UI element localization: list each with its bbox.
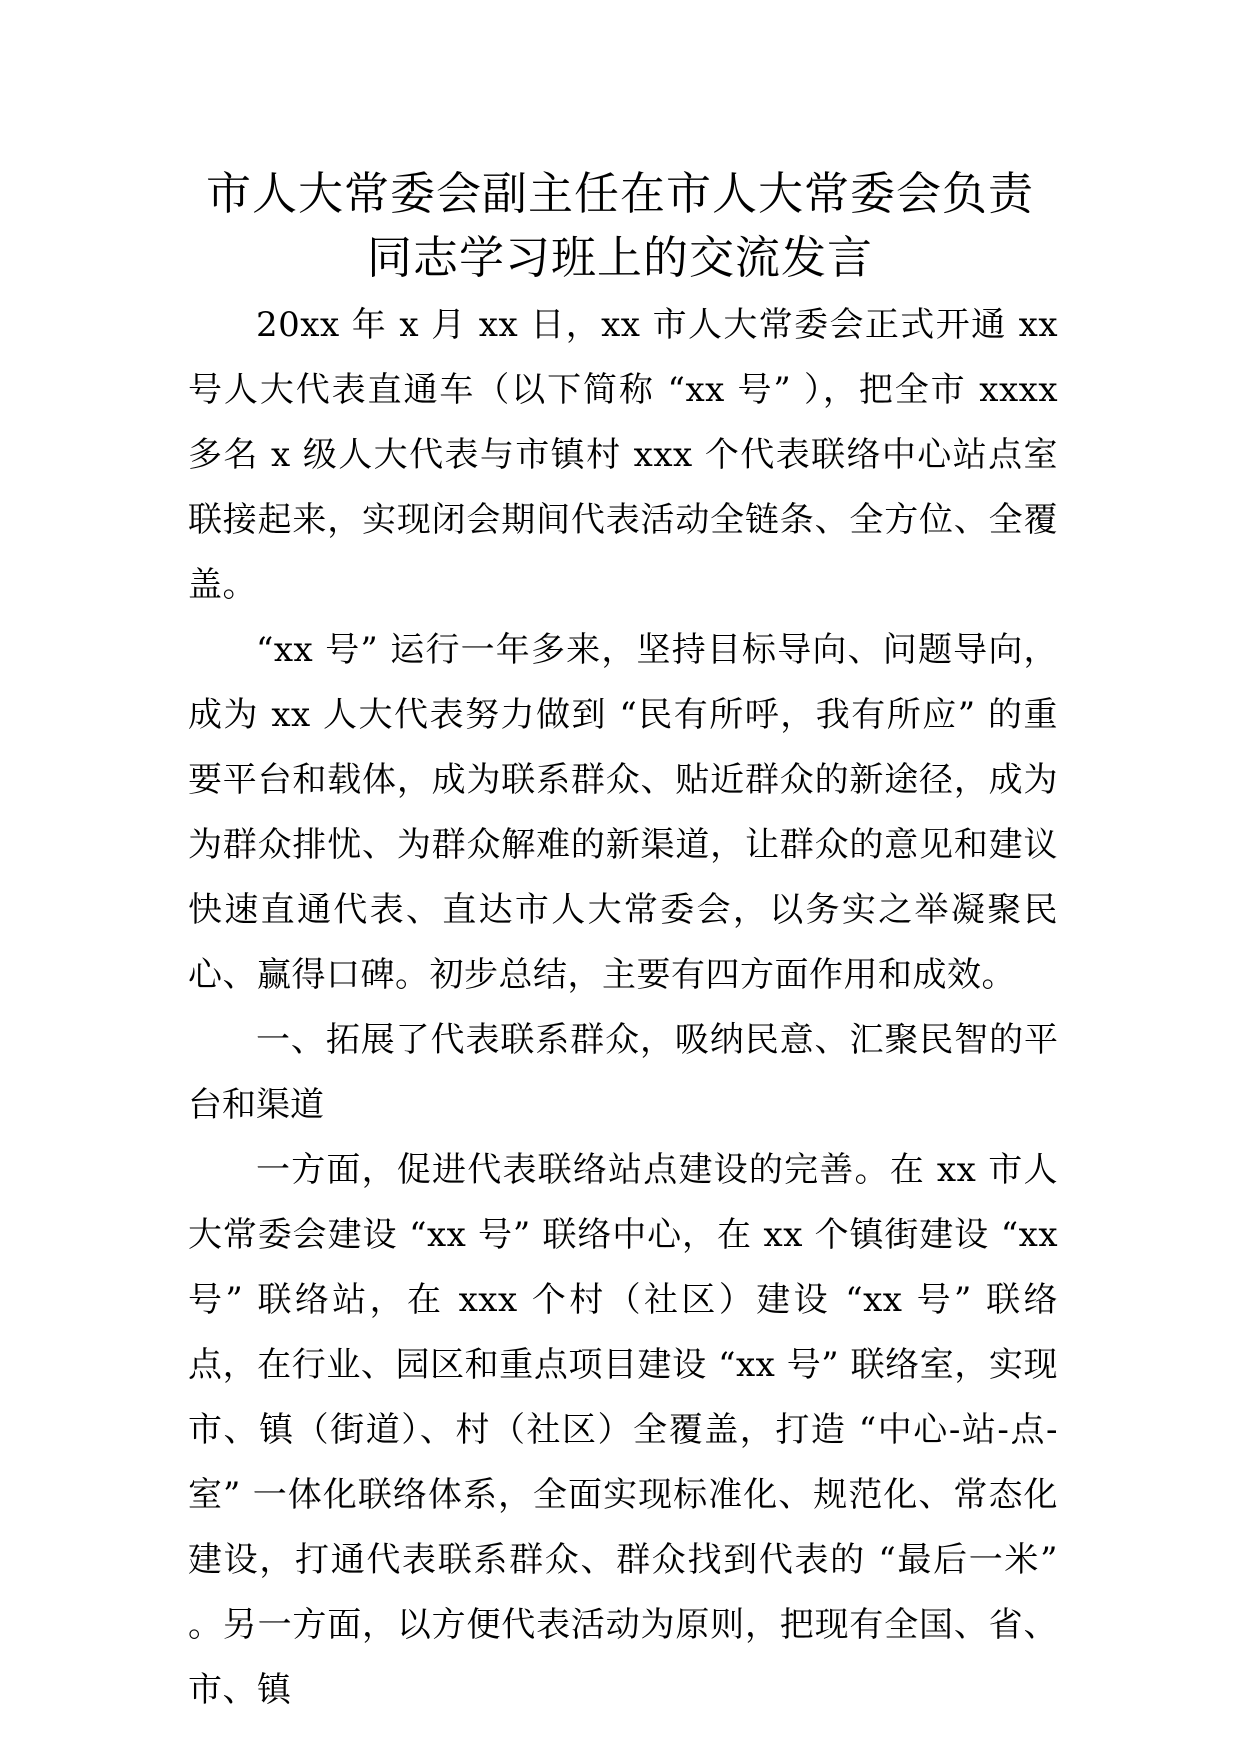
title-line-1: 市人大常委会副主任在市人大常委会负责: [205, 167, 1034, 220]
document-body: [188, 293, 1058, 1723]
section-heading-1: 一、拓展了代表联系群众，吸纳民意、汇聚民智的平台和渠道: [188, 1020, 1058, 1125]
paragraph-intro: 20xx 年 x 月 xx 日，xx 市人大常委会正式开通 xx 号人大代表直通车（以下简称 “xx 号” ），把全市 xxxx 多名 x 级人大代表与市镇村 xxx 个代表联络中心站点室联接起来，实现闭会期间代表活动全链条、全方位、全覆盖。: [188, 305, 1058, 605]
paragraph-summary: “xx 号” 运行一年多来，坚持目标导向、问题导向，成为 xx 人大代表努力做到 “民有所呼，我有所应” 的重要平台和载体，成为联系群众、贴近群众的新途径，成为为群众排忧、为群众解难的新渠道，让群众的意见和建议快速直通代表、直达市人大常委会，以务实之举凝聚民心、赢得口碑。初步总结，主要有四方面作用和成效。: [188, 630, 1058, 995]
document-title: [150, 162, 1090, 290]
paragraph-section-1: 一方面，促进代表联络站点建设的完善。在 xx 市人大常委会建设 “xx 号” 联络中心，在 xx 个镇街建设 “xx 号” 联络站，在 xxx 个村（社区）建设 “xx 号” 联络点，在行业、园区和重点项目建设 “xx 号” 联络室，实现市、镇（街道）、村（社区）全覆盖，打造 “中心-站-点-室” 一体化联络体系，全面实现标准化、规范化、常态化建设，打通代表联系群众、群众找到代表的 “最后一米” 。另一方面，以方便代表活动为原则，把现有全国、省、市、镇: [188, 1150, 1058, 1710]
title-line-2: 同志学习班上的交流发言: [366, 231, 873, 284]
